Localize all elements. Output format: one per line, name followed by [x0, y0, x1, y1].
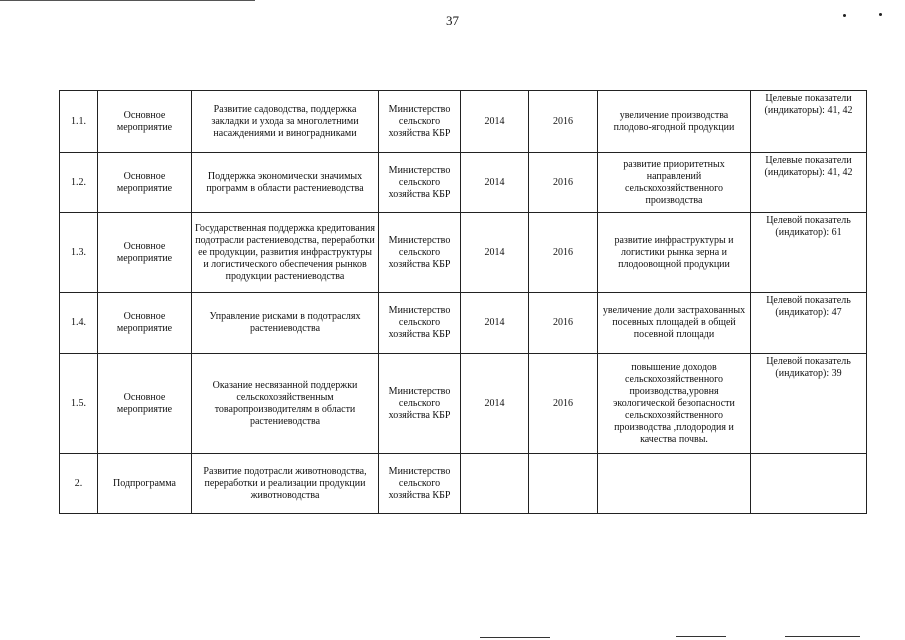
table-row	[60, 213, 867, 293]
start-year: 2014	[461, 153, 529, 213]
end-year: 2016	[529, 153, 598, 213]
end-year: 2016	[529, 293, 598, 354]
program-measures-table	[59, 90, 867, 514]
target-indicator: Целевой показатель (индикатор): 61	[751, 213, 867, 293]
end-year: 2016	[529, 213, 598, 293]
start-year: 2014	[461, 213, 529, 293]
start-year	[461, 454, 529, 514]
start-year: 2014	[461, 91, 529, 153]
measure-title: Управление рисками в подотраслях растениеводства	[192, 293, 379, 354]
measure-title: Поддержка экономически значимых программ в области растениеводства	[192, 153, 379, 213]
end-year: 2016	[529, 91, 598, 153]
measure-title: Государственная поддержка кредитования подотрасли растениеводства, переработки ее продукции, развития инфраструктуры и логистического обеспечения рынков продукции растениеводства	[192, 213, 379, 293]
table-row	[60, 354, 867, 454]
measure-title: Оказание несвязанной поддержки сельскохозяйственным товаропроизводителям в области растениеводства	[192, 354, 379, 454]
executor: Министерство сельского хозяйства КБР	[379, 213, 461, 293]
row-number: 2.	[60, 454, 98, 514]
target-indicator: Целевой показатель (индикатор): 39	[751, 354, 867, 454]
executor: Министерство сельского хозяйства КБР	[379, 454, 461, 514]
measure-type: Основное мероприятие	[98, 91, 192, 153]
executor: Министерство сельского хозяйства КБР	[379, 293, 461, 354]
expected-result: повышение доходов сельскохозяйственного производства,уровня экологической безопасности сельскохозяйственного производства ,плодородия и качества почвы.	[598, 354, 751, 454]
scan-artifact-line	[0, 0, 255, 1]
measure-title: Развитие подотрасли животноводства, переработки и реализации продукции животноводства	[192, 454, 379, 514]
table-row	[60, 91, 867, 153]
measure-type: Основное мероприятие	[98, 153, 192, 213]
executor: Министерство сельского хозяйства КБР	[379, 354, 461, 454]
expected-result: увеличение доли застрахованных посевных площадей в общей посевной площади	[598, 293, 751, 354]
start-year: 2014	[461, 354, 529, 454]
measure-type: Основное мероприятие	[98, 213, 192, 293]
row-number: 1.4.	[60, 293, 98, 354]
target-indicator: Целевые показатели (индикаторы): 41, 42	[751, 91, 867, 153]
executor: Министерство сельского хозяйства КБР	[379, 153, 461, 213]
table-row	[60, 153, 867, 213]
start-year: 2014	[461, 293, 529, 354]
scan-artifact-line	[480, 637, 550, 638]
scan-artifact-line	[676, 636, 726, 637]
end-year: 2016	[529, 354, 598, 454]
scan-artifact-line	[785, 636, 860, 637]
end-year	[529, 454, 598, 514]
target-indicator: Целевые показатели (индикаторы): 41, 42	[751, 153, 867, 213]
table-row	[60, 454, 867, 514]
target-indicator	[751, 454, 867, 514]
page-number: 37	[446, 13, 459, 28]
expected-result: увеличение производства плодово-ягодной продукции	[598, 91, 751, 153]
measure-type: Основное мероприятие	[98, 354, 192, 454]
measure-type: Подпрограмма	[98, 454, 192, 514]
row-number: 1.5.	[60, 354, 98, 454]
executor: Министерство сельского хозяйства КБР	[379, 91, 461, 153]
measure-title: Развитие садоводства, поддержка закладки и ухода за многолетними насаждениями и виноградниками	[192, 91, 379, 153]
expected-result	[598, 454, 751, 514]
expected-result: развитие инфраструктуры и логистики рынка зерна и плодоовощной продукции	[598, 213, 751, 293]
row-number: 1.2.	[60, 153, 98, 213]
measure-type: Основное мероприятие	[98, 293, 192, 354]
table-row	[60, 293, 867, 354]
row-number: 1.3.	[60, 213, 98, 293]
expected-result: развитие приоритетных направлений сельскохозяйственного производства	[598, 153, 751, 213]
target-indicator: Целевой показатель (индикатор): 47	[751, 293, 867, 354]
row-number: 1.1.	[60, 91, 98, 153]
